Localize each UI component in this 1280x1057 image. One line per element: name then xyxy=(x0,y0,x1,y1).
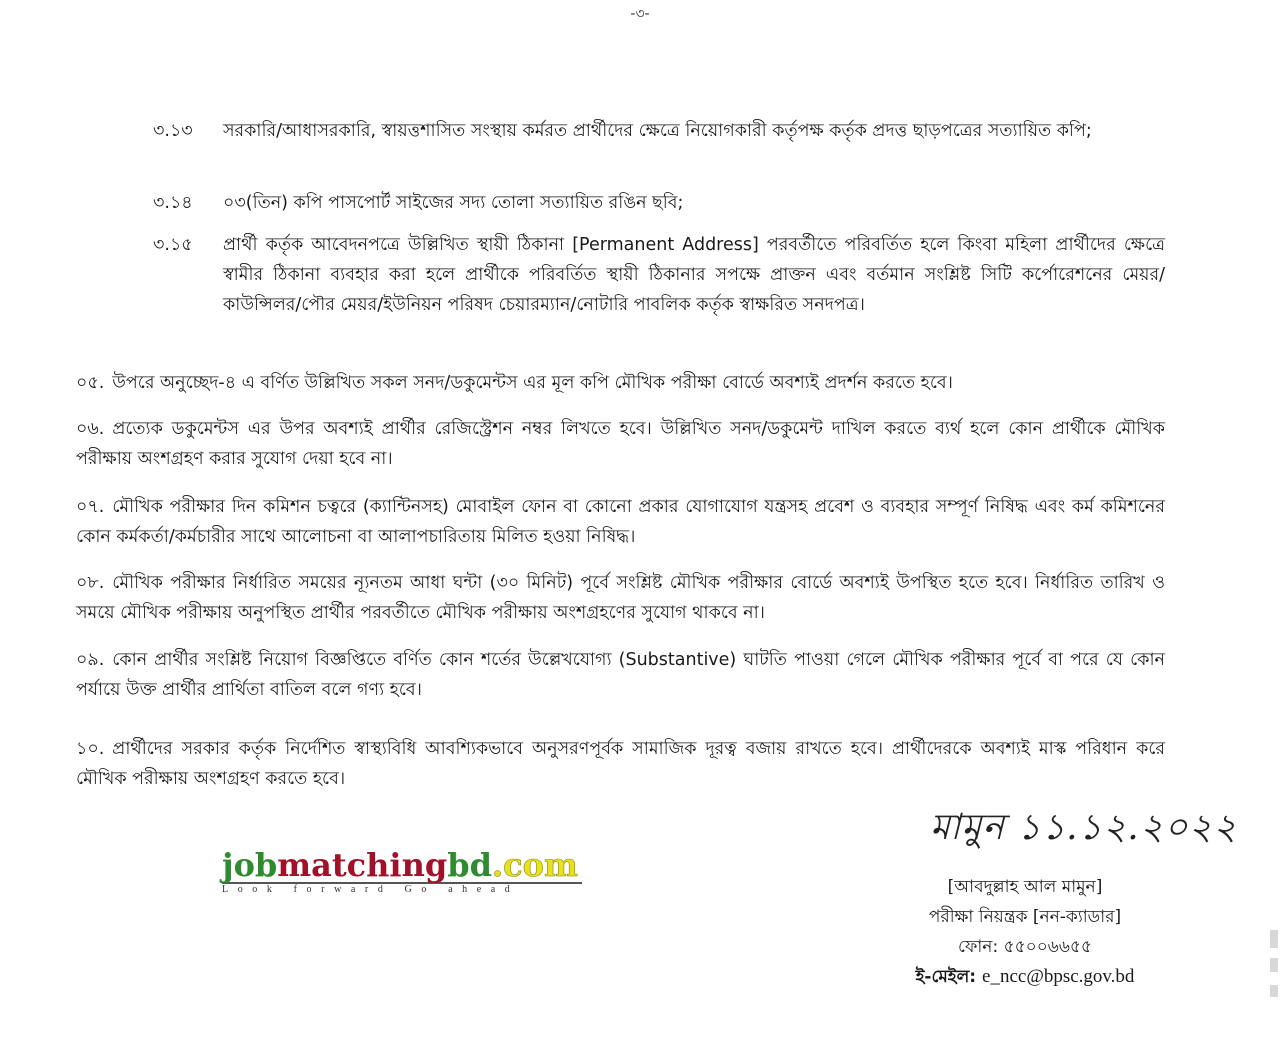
clause-text: প্রার্থী কর্তৃক আবেদনপত্রে উল্লিখিত স্থায়ী ঠিকানা [Permanent Address] পরবর্তীতে পরিবর্তিত হলে কিংবা মহিলা প্রার্থীদের ক্ষেত্রে স্বামীর ঠিকানা ব্যবহার করা হলে প্রার্থীকে পরিবর্তিত স্থায়ী ঠিকানার সপক্ষে প্রাক্তন এবং বর্তমান সংশ্লিষ্ট সিটি কর্পোরেশনের মেয়র/কাউন্সিলর/পৌর মেয়র/ইউনিয়ন পরিষদ চেয়ারম্যান/নোটারি পাবলিক কর্তৃক স্বাক্ষরিত সনদপত্র। xyxy=(223,235,1165,315)
clause-text: সরকারি/আধাসরকারি, স্বায়ত্তশাসিত সংস্থায় কর্মরত প্রার্থীদের ক্ষেত্রে নিয়োগকারী কর্তৃপক্ষ কর্তৃক প্রদত্ত ছাড়পত্রের সত্যায়িত কপি; xyxy=(223,121,1092,141)
clause-08 xyxy=(76,568,1165,628)
clause-07 xyxy=(76,492,1165,552)
watermark-tagline: Look forward Go ahead xyxy=(222,884,520,895)
clause-3-13 xyxy=(153,116,1165,146)
clause-number: ৩.১৫ xyxy=(153,235,193,255)
scan-artifact xyxy=(1270,930,1278,948)
clause-text: উপরে অনুচ্ছেদ-৪ এ বর্ণিত উল্লিখিত সকল সনদ/ডকুমেন্টস এর মূল কপি মৌখিক পরীক্ষা বোর্ডে অবশ্যই প্রদর্শন করতে হবে। xyxy=(112,373,953,393)
clause-text: প্রত্যেক ডকুমেন্টস এর উপর অবশ্যই প্রার্থীর রেজিস্ট্রেশন নম্বর লিখতে হবে। উল্লিখিত সনদ/ডকুমেন্ট দাখিল করতে ব্যর্থ হলে কোন প্রার্থীকে মৌখিক পরীক্ষায় অংশগ্রহণ করার সুযোগ দেয়া হবে না। xyxy=(76,419,1165,469)
clause-text: মৌখিক পরীক্ষার দিন কমিশন চত্বরে (ক্যান্টিনসহ) মোবাইল ফোন বা কোনো প্রকার যোগাযোগ যন্ত্রসহ প্রবেশ ও ব্যবহার সম্পূর্ণ নিষিদ্ধ এবং কর্ম কমিশনের কোন কর্মকর্তা/কর্মচারীর সাথে আলোচনা বা আলাপচারিতায় মিলিত হওয়া নিষিদ্ধ। xyxy=(76,497,1165,547)
clause-number: ১০. xyxy=(76,739,105,759)
email-value: e_ncc@bpsc.gov.bd xyxy=(982,966,1135,987)
watermark-logo xyxy=(222,848,582,895)
clause-3-15 xyxy=(153,230,1165,320)
clause-text: কোন প্রার্থীর সংশ্লিষ্ট নিয়োগ বিজ্ঞপ্তিতে বর্ণিত কোন শর্তের উল্লেখযোগ্য (Substantive) ঘাটতি পাওয়া গেলে মৌখিক পরীক্ষার পূর্বে বা পরে যে কোন পর্যায়ে উক্ত প্রার্থীর প্রার্থিতা বাতিল বলে গণ্য হবে। xyxy=(76,650,1165,700)
signatory-phone xyxy=(845,934,1205,962)
signatory-name: [আবদুল্লাহ আল মামুন] xyxy=(947,877,1103,897)
clause-09 xyxy=(76,645,1165,705)
clause-text: মৌখিক পরীক্ষার নির্ধারিত সময়ের ন্যূনতম আধা ঘন্টা (৩০ মিনিট) পূর্বে সংশ্লিষ্ট মৌখিক পরীক্ষার বোর্ডে অবশ্যই উপস্থিত হতে হবে। নির্ধারিত তারিখ ও সময়ে মৌখিক পরীক্ষায় অনুপস্থিত প্রার্থীর পরবর্তীতে মৌখিক পরীক্ষায় অংশগ্রহণের সুযোগ থাকবে না। xyxy=(76,573,1165,623)
clause-number: ০৯. xyxy=(76,650,105,670)
watermark-wordmark: jobmatchingbd.com xyxy=(222,848,582,884)
clause-number: ০৭. xyxy=(76,497,105,517)
signatory-email xyxy=(845,964,1205,992)
page-number: -৩- xyxy=(630,6,650,22)
clause-05 xyxy=(76,368,1165,398)
clause-number: ০৮. xyxy=(76,573,105,593)
clause-text: প্রার্থীদের সরকার কর্তৃক নির্দেশিত স্বাস্থ্যবিধি আবশ্যিকভাবে অনুসরণপূর্বক সামাজিক দূরত্ব বজায় রাখতে হবে। প্রার্থীদেরকে অবশ্যই মাস্ক পরিধান করে মৌখিক পরীক্ষায় অংশগ্রহণ করতে হবে। xyxy=(76,739,1165,789)
scan-artifact xyxy=(1270,985,1278,997)
clause-06 xyxy=(76,414,1165,474)
signatory-designation: পরীক্ষা নিয়ন্ত্রক [নন-ক্যাডার] xyxy=(928,907,1122,927)
clause-3-14 xyxy=(153,188,1165,218)
clause-number: ৩.১৩ xyxy=(153,121,193,141)
clause-text: ০৩(তিন) কপি পাসপোর্ট সাইজের সদ্য তোলা সত্যায়িত রঙিন ছবি; xyxy=(223,193,684,213)
clause-10 xyxy=(76,734,1165,794)
clause-number: ০৫. xyxy=(76,373,105,393)
handwritten-signature: মামুন ১১.১২.২০২২ xyxy=(930,807,1238,848)
phone-value: ৫৫০০৬৬৫৫ xyxy=(1003,937,1092,957)
email-label: ই-মেইল: xyxy=(915,967,977,987)
phone-label: ফোন: xyxy=(958,937,999,957)
clause-number: ০৬. xyxy=(76,419,105,439)
clause-number: ৩.১৪ xyxy=(153,193,193,213)
scan-artifact xyxy=(1270,958,1278,972)
